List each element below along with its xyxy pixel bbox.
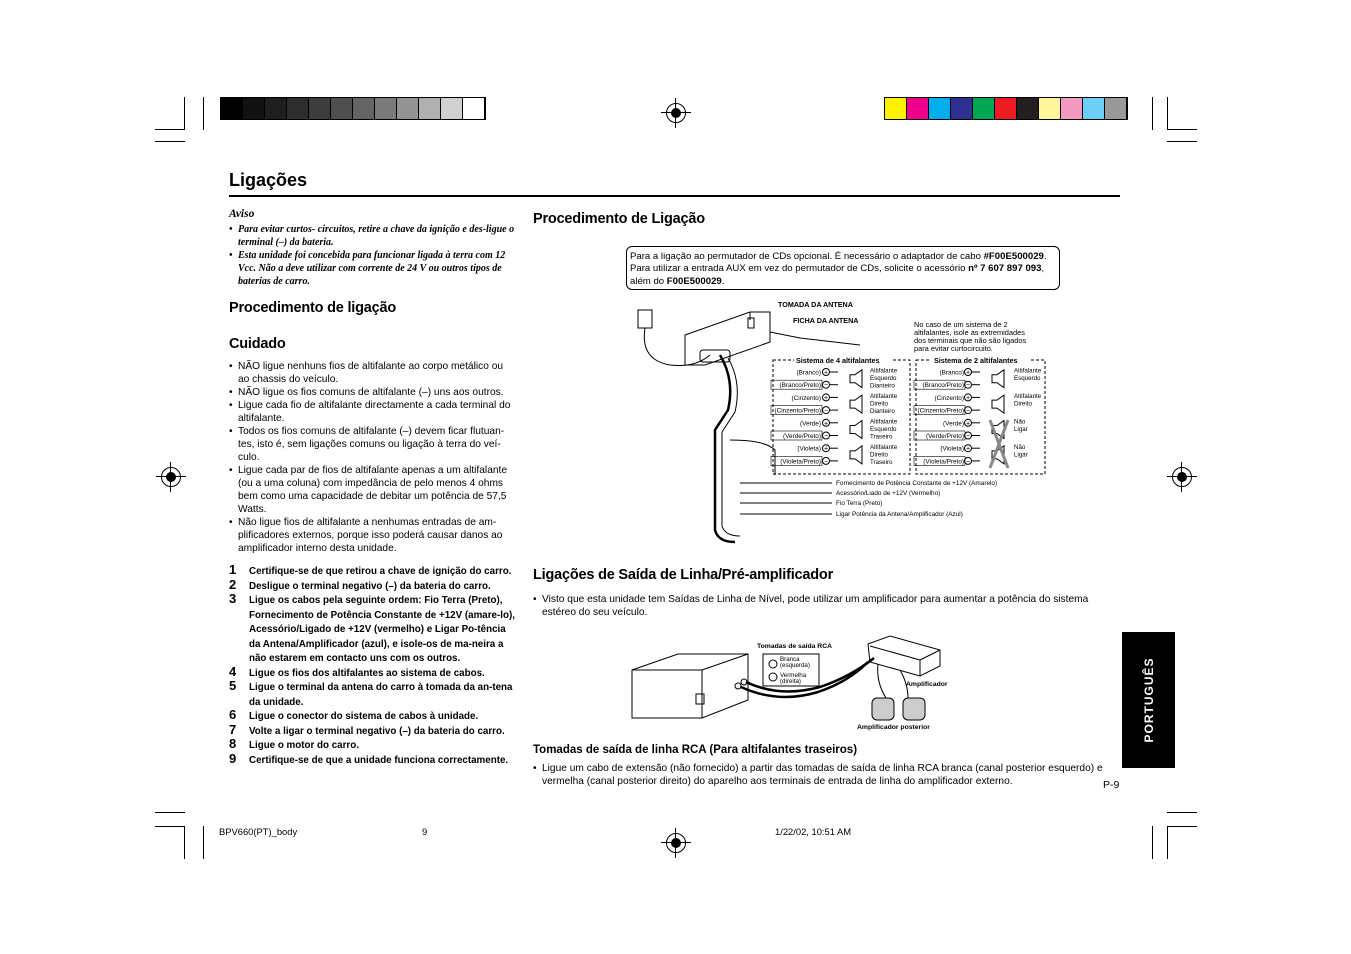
wire-label: (Verde/Preto) (925, 433, 964, 440)
step-number: 4 (229, 663, 237, 679)
color-swatch (1017, 98, 1039, 119)
steps-list (229, 562, 515, 768)
terminal-sign: − (965, 433, 971, 440)
terminal-sign: + (823, 420, 829, 428)
left-heading: Procedimento de ligação (229, 300, 397, 316)
speaker-label: Esquerdo (1014, 375, 1041, 383)
step-item (229, 663, 515, 682)
harness-connector (700, 350, 730, 362)
wire-label: (Verde) (943, 420, 964, 428)
gray-swatch (441, 98, 463, 119)
step-number: 6 (229, 707, 237, 722)
terminal-sign: − (823, 407, 829, 415)
terminal-sign: + (965, 420, 971, 428)
amplificador-label: Amplificador (906, 681, 948, 688)
footer-page: 9 (422, 826, 428, 837)
power-wire-1: Fornecimento de Potência Constante de +12V (Amarelo) (836, 480, 998, 487)
cuidado-item: • Todos os fios comuns de altifalante (–) devem ficar flutuan-tes, isto é, sem ligações comuns ou ligação à terra do veí-culo. (229, 425, 515, 464)
gray-swatch (287, 98, 309, 119)
wire-label: (Cinzento) (934, 394, 964, 402)
color-swatch (1039, 98, 1061, 119)
speaker-label: Dianteiro (870, 382, 895, 390)
step-item (229, 750, 515, 769)
wire-label: (Violeta/Preto) (780, 458, 821, 466)
step-item (229, 562, 515, 580)
head-unit-rear (632, 654, 748, 718)
speaker-icon (992, 370, 1004, 388)
speaker-label: Altifalante (870, 443, 898, 451)
speaker-label: Altifalante (870, 367, 898, 375)
language-tab (1122, 632, 1175, 768)
step-item (229, 707, 515, 725)
wire-label: (Violeta) (797, 445, 821, 453)
terminal-sign: + (823, 394, 829, 402)
color-swatch (951, 98, 973, 119)
speaker-wires-2 (914, 368, 1042, 466)
step-item (229, 736, 515, 754)
power-wire-2: Acessório/Liado de +12V (Vermelho) (836, 490, 941, 497)
step-item (229, 591, 515, 667)
wire-label: (Branco) (939, 369, 964, 377)
antenna-cable (770, 332, 860, 345)
step-number: 2 (229, 576, 237, 592)
wire-label: (Branco) (796, 369, 821, 377)
branca-label-1: Branca (780, 656, 800, 663)
color-swatch (929, 98, 951, 119)
speaker-icon (850, 395, 862, 413)
cuidado-item: • Ligue cada fio de altifalante directamente a cada terminal do altifalante. (229, 399, 515, 425)
cuidado-item: • NÃO ligue os fios comuns de altifalante (–) uns aos outros. (229, 386, 515, 399)
gray-swatch (331, 98, 353, 119)
aviso-item: • Para evitar curtos- circuitos, retire a chave da ignição e des-ligue o terminal (–) da bateria. (229, 223, 515, 249)
vermelha-label-1: Vermelha (780, 672, 807, 679)
terminal-sign: + (823, 445, 829, 453)
cd-changer-plug (638, 310, 652, 328)
sys4-label: Sistema de 4 altifalantes (796, 356, 880, 365)
step-text: Ligue o terminal da antena do carro à tomada da an-tena da unidade. (249, 682, 513, 708)
step-text: Ligue os cabos pela seguinte ordem: Fio Terra (Preto), Fornecimento de Potência Constante de +12V (amare-lo), Acessório/Ligado de +12V (vermelho) e Ligar Po-tência da Antena/Amplificador (azul), e isole-os de ma-neira a não estarem em contacto uns com os outros. (249, 595, 515, 664)
speaker-icon (850, 370, 862, 388)
color-swatch (995, 98, 1017, 119)
footer-date: 1/22/02, 10:51 AM (775, 826, 852, 837)
speaker-label: Traseiro (870, 433, 893, 441)
step-item (229, 678, 515, 710)
wire-label: (Cinzento/Preto) (774, 407, 821, 415)
amp-posterior-label: Amplificador posterior (857, 724, 930, 731)
step-text: Certifique-se de que retirou a chave de ignição do carro. (249, 566, 512, 577)
registration-mark-bottom (666, 833, 686, 853)
line-out-heading: Ligações de Saída de Linha/Pré-amplificador (533, 567, 834, 583)
registration-mark-left (161, 467, 181, 487)
wire-label: (Violeta/Preto) (923, 458, 964, 466)
step-number: 1 (229, 562, 237, 577)
note-line-1: No caso de um sistema de 2 (914, 320, 1008, 329)
terminal-sign: − (965, 382, 971, 390)
speaker-label: Direito (870, 400, 888, 408)
step-number: 5 (229, 678, 237, 693)
step-number: 3 (229, 591, 237, 606)
gray-swatch (265, 98, 287, 119)
branca-label-2: (esquerda) (780, 662, 810, 669)
aviso-list (229, 223, 515, 288)
gray-swatch (419, 98, 441, 119)
speaker-label: Altifalante (1014, 367, 1042, 375)
label-antenna-socket: TOMADA DA ANTENA (778, 300, 853, 309)
page-title: Ligações (229, 170, 308, 190)
step-text: Ligue os fios dos altifalantes ao sistema de cabos. (249, 667, 485, 679)
speaker-label: Direito (870, 451, 888, 459)
cuidado-item: • Não ligue fios de altifalante a nenhumas entradas de am-plificadores externos, porque isso poderá causar danos ao amplificador interno desta unidade. (229, 516, 515, 555)
cuidado-item: • NÃO ligue nenhuns fios de altifalante ao corpo metálico ou ao chassis do veículo. (229, 360, 515, 386)
cd-changer-callout: Para a ligação ao permutador de CDs opcional. É necessário o adaptador de cabo #F00E500029. Para utilizar a entrada AUX em vez do permutador de CDs, solicite o acessório nº 7 607 897 093, além do F00E500029. (626, 246, 1060, 290)
note-line-2: altifalantes, isole as extremidades (914, 328, 1025, 337)
line-out-text: • Visto que esta unidade tem Saídas de Linha de Nível, pode utilizar um amplificador para aumentar a potência do sistema estéreo do seu veículo. (533, 593, 1120, 619)
terminal-sign: + (965, 394, 971, 402)
terminal-sign: + (965, 445, 971, 453)
color-swatch (1061, 98, 1083, 119)
terminal-sign: − (965, 458, 971, 466)
color-calibration-bar (884, 97, 1128, 120)
gray-swatch (375, 98, 397, 119)
step-text: Ligue o conector do sistema de cabos à unidade. (249, 711, 479, 722)
step-text: Volte a ligar o terminal negativo (–) da bateria do carro. (249, 725, 505, 737)
wire-label: (Branco/Preto) (922, 382, 964, 390)
line-out-list (533, 593, 1120, 619)
speaker-label: Ligar (1014, 451, 1028, 459)
rca-list (533, 762, 1120, 788)
terminal-sign: + (823, 369, 829, 377)
note-line-3: dos terminais que não são ligados (914, 336, 1027, 345)
color-swatch (973, 98, 995, 119)
color-swatch (907, 98, 929, 119)
wire-label: (Violeta) (940, 445, 964, 453)
rca-heading: Tomadas de saída de linha RCA (Para altifalantes traseiros) (533, 744, 858, 756)
speaker-icon (992, 395, 1004, 413)
amplifier-diagram (628, 632, 958, 742)
footer-file: BPV660(PT)_body (219, 826, 298, 837)
power-wire-4: Ligar Potência da Antena/Amplificador (Azul) (836, 511, 963, 518)
terminal-sign: − (823, 433, 829, 440)
gray-swatch (397, 98, 419, 119)
page-number: P-9 (1103, 779, 1120, 791)
speaker-label: Altifalante (1014, 393, 1042, 401)
gray-swatch (309, 98, 331, 119)
speaker-label: Esquerdo (870, 375, 897, 383)
step-text: Desligue o terminal negativo (–) da bateria do carro. (249, 580, 491, 592)
speaker-icon (850, 446, 862, 464)
speaker-label: Traseiro (870, 458, 893, 466)
speaker-label: Altifalante (870, 418, 898, 426)
wire-label: (Verde) (800, 420, 821, 428)
wire-label: (Cinzento) (791, 394, 821, 402)
terminal-sign: + (965, 369, 971, 377)
step-item (229, 576, 515, 595)
gray-swatch (221, 98, 243, 119)
speaker-label: Altifalante (870, 393, 898, 401)
gray-swatch (243, 98, 265, 119)
cuidado-list (229, 360, 515, 555)
step-item (229, 721, 515, 740)
terminal-sign: − (823, 458, 829, 466)
speaker-label: Direito (1014, 400, 1032, 408)
color-swatch (1105, 98, 1127, 119)
aviso-item: • Esta unidade foi concebida para funcionar ligada à terra com 12 Vcc. Não a deve utilizar com corrente de 24 V ou outros tipos de baterias de carro. (229, 249, 515, 288)
gray-swatch (353, 98, 375, 119)
sys2-label: Sistema de 2 altifalantes (934, 356, 1018, 365)
wire-label: (Cinzento/Preto) (917, 407, 964, 415)
color-swatch (885, 98, 907, 119)
aviso-heading: Aviso (229, 208, 255, 220)
title-rule (229, 195, 1120, 197)
terminal-sign: − (965, 407, 971, 415)
cuidado-item: • Ligue cada par de fios de altifalante apenas a um altifalante (ou a uma coluna) com impedância de pelo menos 4 ohms bem como uma capacidade de debitar um potência de 57,5 Watts. (229, 464, 515, 516)
registration-mark-right (1172, 467, 1192, 487)
speaker-wires-4 (771, 368, 898, 466)
label-antenna-plug: FICHA DA ANTENA (793, 316, 859, 325)
step-text: Ligue o motor do carro. (249, 740, 359, 751)
speaker-label: Dianteiro (870, 408, 895, 416)
speaker-icon (850, 421, 862, 439)
wiring-diagram (600, 290, 1060, 560)
power-wire-3: Fio Terra (Preto) (836, 500, 883, 507)
speaker-label: Não (1014, 418, 1026, 426)
wire-label: (Branco/Preto) (779, 382, 821, 390)
head-unit (685, 312, 770, 365)
terminal-sign: − (823, 382, 829, 390)
registration-mark-top (666, 103, 686, 123)
language-tab-label: PORTUGUÊS (1141, 657, 1156, 743)
cuidado-heading: Cuidado (229, 336, 286, 352)
color-swatch (1083, 98, 1105, 119)
speaker-label: Esquerdo (870, 426, 897, 433)
speaker-label: Ligar (1014, 426, 1028, 433)
gray-swatch (463, 98, 485, 119)
speaker-label: Não (1014, 443, 1026, 451)
rca-label: Tomadas de saída RCA (757, 643, 833, 650)
step-text: Certifique-se de que a unidade funciona correctamente. (249, 754, 509, 766)
note-line-4: para evitar curtocircuito. (914, 344, 993, 353)
right-heading: Procedimento de Ligação (533, 211, 705, 227)
wire-label: (Verde/Preto) (782, 433, 821, 440)
gray-calibration-bar (220, 97, 486, 120)
aviso-section (229, 208, 515, 288)
step-number: 7 (229, 721, 237, 737)
step-number: 8 (229, 736, 237, 751)
rca-text: • Ligue um cabo de extensão (não fornecido) a partir das tomadas de saída de linha RCA branca (canal posterior esquerdo) e vermelha (canal posterior direito) do aparelho aos terminais de entrada de linha do amplificador externo. (533, 762, 1120, 788)
vermelha-label-2: (direita) (780, 678, 801, 685)
step-number: 9 (229, 750, 237, 766)
